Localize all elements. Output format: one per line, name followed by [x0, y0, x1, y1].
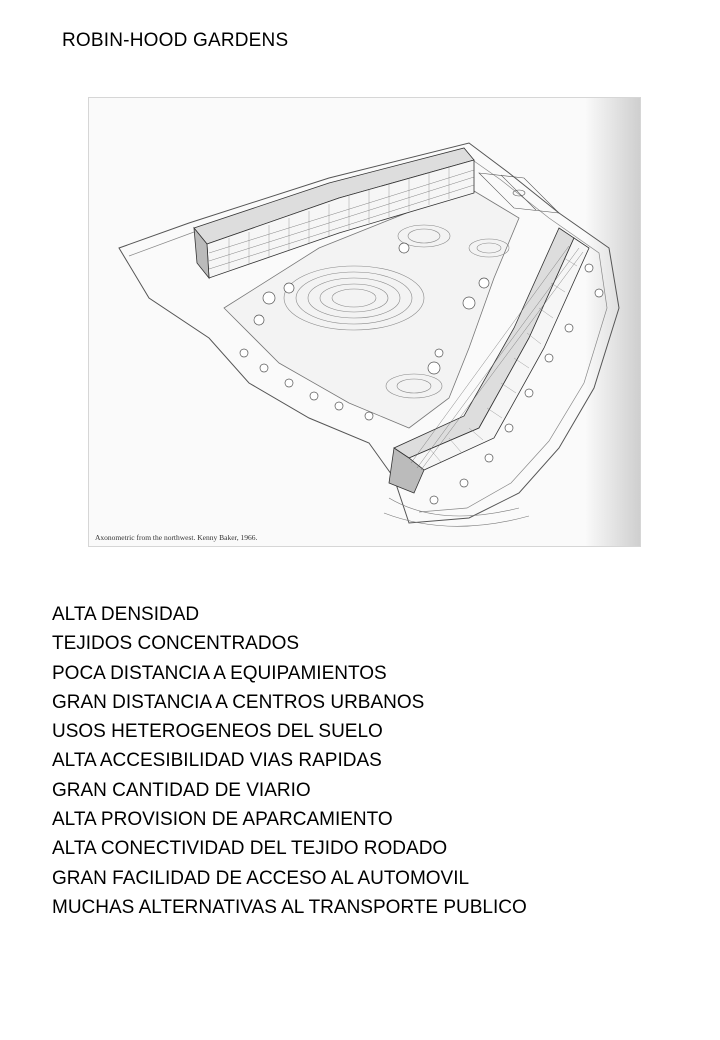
list-item: USOS HETEROGENEOS DEL SUELO: [52, 721, 383, 743]
feature-list: [52, 600, 527, 922]
list-item: GRAN FACILIDAD DE ACCESO AL AUTOMOVIL: [52, 867, 470, 889]
list-item: ALTA PROVISION DE APARCAMIENTO: [52, 809, 393, 831]
list-item: GRAN DISTANCIA A CENTROS URBANOS: [52, 691, 425, 713]
site-axonometric-svg: [89, 98, 640, 546]
list-item: MUCHAS ALTERNATIVAS AL TRANSPORTE PUBLICO: [52, 896, 527, 918]
list-item: POCA DISTANCIA A EQUIPAMIENTOS: [52, 662, 387, 684]
list-item: ALTA CONECTIVIDAD DEL TEJIDO RODADO: [52, 838, 448, 860]
list-item: TEJIDOS CONCENTRADOS: [52, 633, 300, 655]
list-item: ALTA DENSIDAD: [52, 604, 200, 625]
axonometric-drawing: [88, 97, 641, 547]
page-title: ROBIN-HOOD GARDENS: [62, 30, 289, 51]
list-item: GRAN CANTIDAD DE VIARIO: [52, 779, 311, 801]
list-item: ALTA ACCESIBILIDAD VIAS RAPIDAS: [52, 750, 382, 772]
figure-caption: Axonometric from the northwest. Kenny Baker, 1966.: [95, 533, 258, 542]
